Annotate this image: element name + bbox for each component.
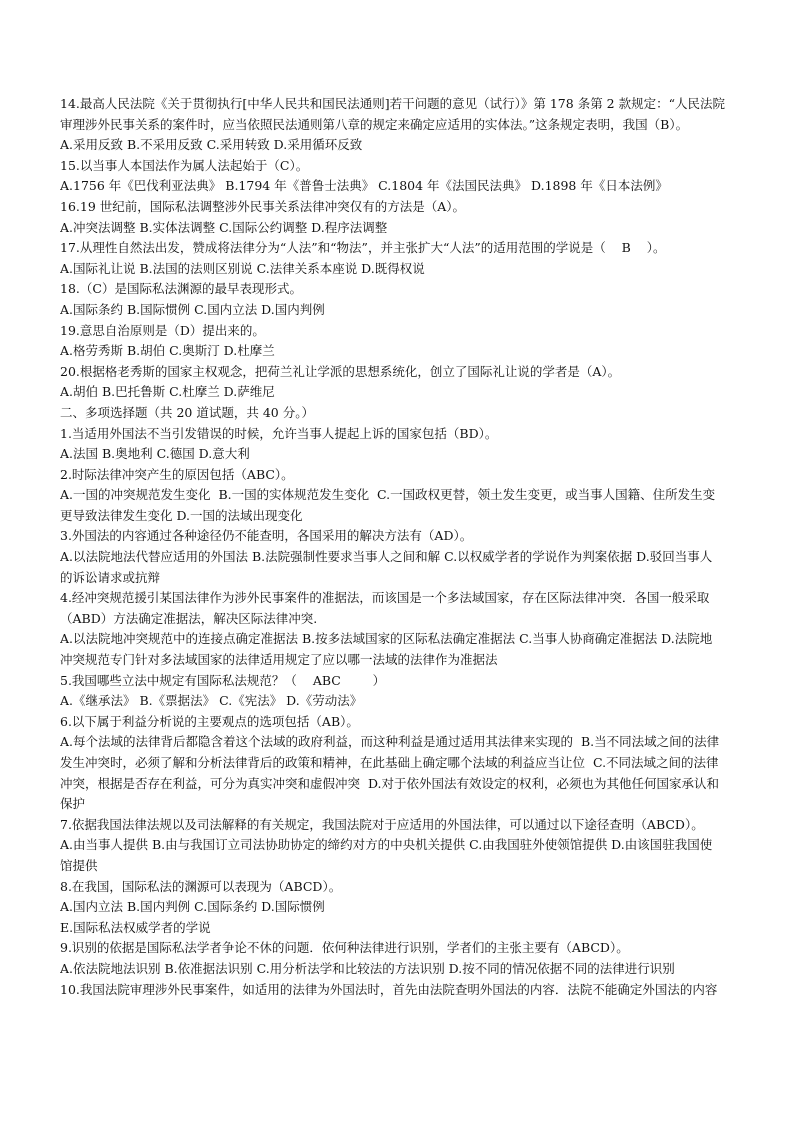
text-line: 9.识别的依据是国际私法学者争论不休的问题．依何种法律进行识别，学者们的主张主要有（ABCD）。 xyxy=(60,940,629,956)
text-line: 15.以当事人本国法作为属人法起始于（C）。 xyxy=(60,157,309,173)
text-line: 14.最高人民法院《关于贯彻执行[中华人民共和国民法通则]若干问题的意见（试行）》第 178 条第 2 款规定：“人民法院 xyxy=(60,96,725,111)
text-line: A.胡伯 B.巴托鲁斯 C.杜摩兰 D.萨维尼 xyxy=(60,384,275,400)
text-line: （ABD）方法确定准据法，解决区际法律冲突. xyxy=(60,610,318,626)
text-line: E.国际私法权威学者的学说 xyxy=(60,919,211,935)
text-line: 8.在我国，国际私法的渊源可以表现为（ABCD）。 xyxy=(60,878,342,894)
text-line: 馆提供 xyxy=(60,857,98,873)
text-line: 19.意思自治原则是（D）提出来的。 xyxy=(60,322,265,338)
text-line: A.1756 年《巴伐利亚法典》 B.1794 年《普鲁士法典》 C.1804 年《法国民法典》 D.1898 年《日本法例》 xyxy=(60,178,668,194)
text-line: A.《继承法》 B.《票据法》 C.《宪法》 D.《劳动法》 xyxy=(60,693,363,709)
text-line: A.依法院地法识别 B.依准据法识别 C.用分析法学和比较法的方法识别 D.按不同的情况依据不同的法律进行识别 xyxy=(60,960,675,976)
text-line: 17.从理性自然法出发，赞成将法律分为“人法”和“物法”，并主张扩大“人法”的适用范围的学说是（ B ）。 xyxy=(60,240,666,256)
text-line: 4.经冲突规范援引某国法律作为涉外民事案件的准据法，而该国是一个多法域国家，存在区际法律冲突．各国一般采取 xyxy=(60,590,710,606)
text-line: A.每个法域的法律背后都隐含着这个法域的政府利益，而这种利益是通过适用其法律来实现的 B.当不同法域之间的法律 xyxy=(60,734,720,750)
text-line: A.法国 B.奥地利 C.德国 D.意大利 xyxy=(60,446,250,462)
text-line: A.以法院地法代替应适用的外国法 B.法院强制性要求当事人之间和解 C.以权威学者的学说作为判案依据 D.驳回当事人 xyxy=(60,549,713,565)
text-line: A.国际条约 B.国际惯例 C.国内立法 D.国内判例 xyxy=(60,301,325,317)
text-line: 3.外国法的内容通过各种途径仍不能查明，各国采用的解决方法有（AD）。 xyxy=(60,528,473,544)
text-line: A.格劳秀斯 B.胡伯 C.奥斯汀 D.杜摩兰 xyxy=(60,343,275,359)
text-line: 6.以下属于利益分析说的主要观点的选项包括（AB）。 xyxy=(60,713,359,729)
text-line: 冲突规范专门针对多法域国家的法律适用规定了应以哪一法域的法律作为准据法 xyxy=(60,652,498,668)
text-line: A.一国的冲突规范发生变化 B.一国的实体规范发生变化 C.一国政权更替，领土发生变更，或当事人国籍、住所发生变 xyxy=(60,487,716,503)
text-line: A.以法院地冲突规范中的连接点确定准据法 B.按多法域国家的区际私法确定准据法 C.当事人协商确定准据法 D.法院地 xyxy=(60,631,713,647)
text-line: A.国内立法 B.国内判例 C.国际条约 D.国际惯例 xyxy=(60,899,325,915)
text-line: 二、多项选择题（共 20 道试题，共 40 分。） xyxy=(60,404,314,420)
text-line: 发生冲突时，必须了解和分析法律背后的政策和精神，在此基础上确定哪个法域的利益应当让位 C.不同法域之间的法律 xyxy=(60,755,719,770)
text-line: 更导致法律发生变化 D.一国的法域出现变化 xyxy=(60,507,303,523)
text-line: 7.依据我国法律法规以及司法解释的有关规定，我国法院对于应适用的外国法律，可以通过以下途径查明（ABCD）。 xyxy=(60,816,704,832)
text-line: 2.时际法律冲突产生的原因包括（ABC）。 xyxy=(60,466,294,482)
text-line: 冲突，根据是否存在利益，可分为真实冲突和虚假冲突 D.对于依外国法有效设定的权利，必须也为其他任何国家承认和 xyxy=(60,775,719,791)
text-line: 20.根据格老秀斯的国家主权观念，把荷兰礼让学派的思想系统化，创立了国际礼让说的学者是（A）。 xyxy=(60,363,621,379)
text-line: 审理涉外民事关系的案件时，应当依照民法通则第八章的规定来确定应适用的实体法。”这条规定表明，我国（B）。 xyxy=(60,116,689,132)
text-line: 保护 xyxy=(60,796,86,812)
text-line: A.国际礼让说 B.法国的法则区别说 C.法律关系本座说 D.既得权说 xyxy=(60,260,425,276)
text-line: 5.我国哪些立法中规定有国际私法规范？（ ABC ） xyxy=(60,672,386,688)
text-line: A.冲突法调整 B.实体法调整 C.国际公约调整 D.程序法调整 xyxy=(60,219,388,235)
text-line: A.由当事人提供 B.由与我国订立司法协助协定的缔约对方的中央机关提供 C.由我国驻外使领馆提供 D.由该国驻我国使 xyxy=(60,837,713,853)
text-line: 10.我国法院审理涉外民事案件，如适用的法律为外国法时，首先由法院查明外国法的内容．法院不能确定外国法的内容 xyxy=(60,981,718,997)
text-line: 1.当适用外国法不当引发错误的时候，允许当事人提起上诉的国家包括（BD）。 xyxy=(60,425,498,441)
text-line: 的诉讼请求或抗辩 xyxy=(60,569,161,585)
text-line: 16.19 世纪前，国际私法调整涉外民事关系法律冲突仅有的方法是（A）。 xyxy=(60,198,466,214)
text-line: 18.（C）是国际私法渊源的最早表现形式。 xyxy=(60,281,302,297)
text-line: A.采用反致 B.不采用反致 C.采用转致 D.采用循环反致 xyxy=(60,137,363,153)
document-body xyxy=(60,94,792,1000)
